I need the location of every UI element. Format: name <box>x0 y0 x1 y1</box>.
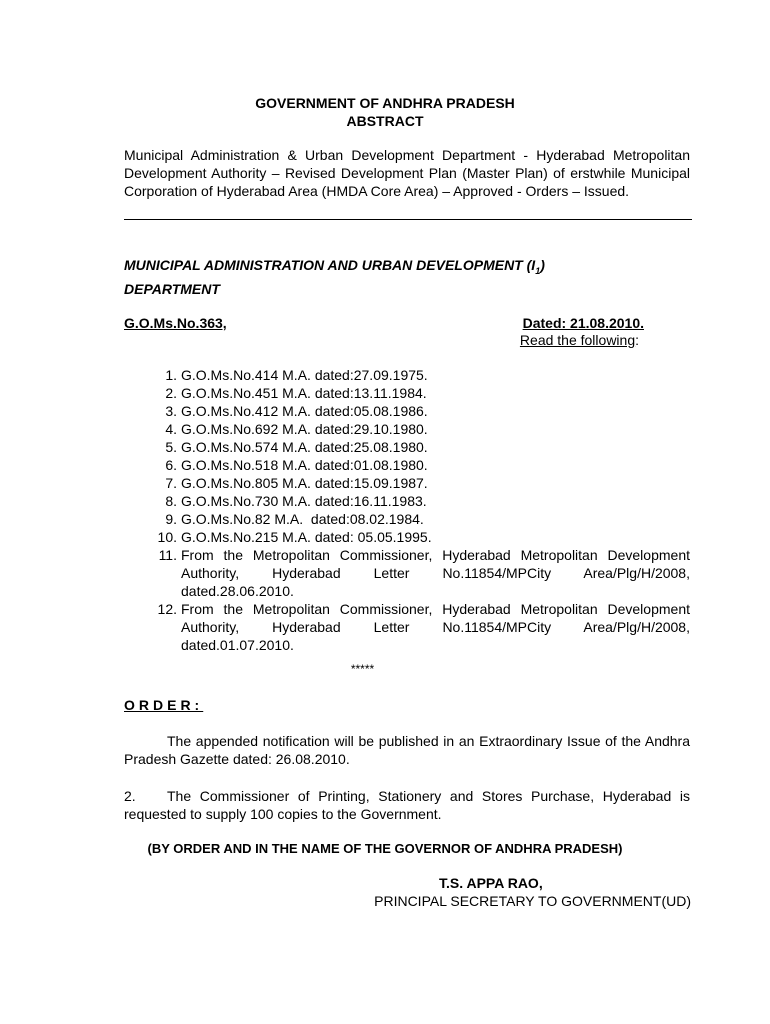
reference-item <box>124 456 690 474</box>
paragraph-number: 2. <box>124 788 136 804</box>
reference-item <box>124 420 690 438</box>
reference-text: G.O.Ms.No.730 M.A. dated:16.11.1983. <box>181 493 427 509</box>
reference-number: 12. <box>157 601 177 617</box>
reference-item <box>124 510 690 528</box>
reference-item <box>124 384 690 402</box>
read-following <box>520 331 639 349</box>
reference-item <box>124 546 690 600</box>
reference-number: 8. <box>165 493 177 509</box>
reference-number: 10. <box>157 529 177 545</box>
reference-number: 4. <box>165 421 177 437</box>
references-list <box>124 366 690 654</box>
reference-text: G.O.Ms.No.805 M.A. dated:15.09.1987. <box>181 475 428 491</box>
subject-paragraph: Municipal Administration & Urban Development Department - Hyderabad Metropolitan Development Authority – Revised Development Plan (Master Plan) of erstwhile Municipal Corporation of Hyderabad Area (HMDA Core Area) – Approved - Orders – Issued. <box>124 147 690 199</box>
reference-text: G.O.Ms.No.82 M.A. dated:08.02.1984. <box>181 511 424 527</box>
government-title: GOVERNMENT OF ANDHRA PRADESH <box>255 95 515 111</box>
reference-item <box>124 492 690 510</box>
department-heading-line2: DEPARTMENT <box>124 280 220 297</box>
go-dated: Dated: 21.08.2010. <box>522 315 644 331</box>
reference-text: G.O.Ms.No.215 M.A. dated: 05.05.1995. <box>181 529 432 545</box>
reference-number: 5. <box>165 439 177 455</box>
reference-item <box>124 366 690 384</box>
separator-stars: ***** <box>350 662 375 676</box>
abstract-title: ABSTRACT <box>346 113 424 129</box>
reference-text: G.O.Ms.No.412 M.A. dated:05.08.1986. <box>181 403 428 419</box>
reference-text: G.O.Ms.No.414 M.A. dated:27.09.1975. <box>181 367 428 383</box>
reference-number: 6. <box>165 457 177 473</box>
reference-item <box>124 600 690 654</box>
reference-number: 2. <box>165 385 177 401</box>
signatory-title: PRINCIPAL SECRETARY TO GOVERNMENT(UD) <box>374 893 691 909</box>
order-paragraph-1: The appended notification will be published in an Extraordinary Issue of the Andhra Pradesh Gazette dated: 26.08.2010. <box>124 733 690 767</box>
reference-item <box>124 402 690 420</box>
reference-number: 1. <box>165 367 177 383</box>
reference-text: G.O.Ms.No.518 M.A. dated:01.08.1980. <box>181 457 428 473</box>
by-order-line: (BY ORDER AND IN THE NAME OF THE GOVERNOR OF ANDHRA PRADESH) <box>147 841 623 856</box>
reference-text: G.O.Ms.No.451 M.A. dated:13.11.1984. <box>181 385 427 401</box>
department-heading-main: MUNICIPAL ADMINISTRATION AND URBAN DEVELOPMENT (I <box>124 257 536 273</box>
reference-text: G.O.Ms.No.692 M.A. dated:29.10.1980. <box>181 421 428 437</box>
order-paragraph-2 <box>124 787 690 823</box>
go-number: G.O.Ms.No.363, <box>124 315 227 331</box>
reference-text: From the Metropolitan Commissioner, Hyderabad Metropolitan Development Authority, Hyderabad Letter No.11854/MPCity Area/Plg/H/2008, dated.01.07.2010. <box>181 601 690 653</box>
reference-item <box>124 528 690 546</box>
reference-number: 3. <box>165 403 177 419</box>
reference-text: From the Metropolitan Commissioner, Hyderabad Metropolitan Development Authority, Hyderabad Letter No.11854/MPCity Area/Plg/H/2008, dated.28.06.2010. <box>181 547 690 599</box>
department-heading-subscript: 1 <box>535 265 541 276</box>
reference-item <box>124 474 690 492</box>
reference-number: 9. <box>165 511 177 527</box>
order-paragraph-2-text: The Commissioner of Printing, Stationery and Stores Purchase, Hyderabad is requested to supply 100 copies to the Government. <box>124 788 690 822</box>
department-heading-close: ) <box>540 257 545 273</box>
reference-number: 11. <box>158 547 177 563</box>
reference-number: 7. <box>165 475 177 491</box>
order-heading: ORDER: <box>124 697 204 713</box>
signatory-name: T.S. APPA RAO, <box>439 875 543 891</box>
department-heading <box>124 256 690 298</box>
read-following-colon: : <box>635 332 639 348</box>
reference-item <box>124 438 690 456</box>
reference-text: G.O.Ms.No.574 M.A. dated:25.08.1980. <box>181 439 428 455</box>
read-following-label: Read the following <box>519 332 636 348</box>
subject-divider <box>124 219 692 220</box>
